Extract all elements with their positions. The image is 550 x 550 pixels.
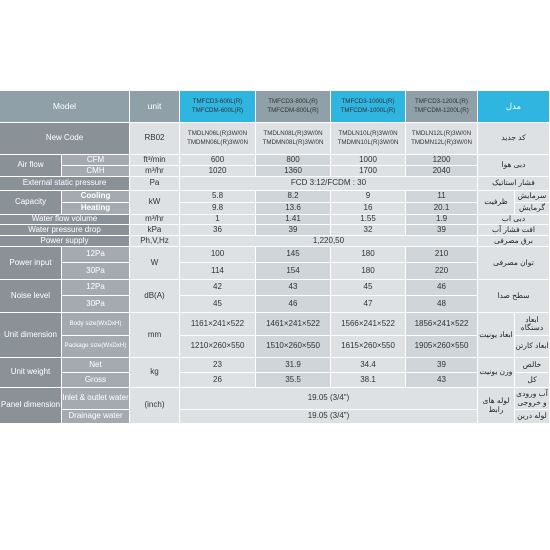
sub-noise-2: [62, 296, 130, 313]
water_drop-value-text: 39: [288, 225, 298, 234]
unit-power_supply-text: Ph,V,Hz: [140, 236, 169, 245]
airflow-value: [180, 155, 256, 166]
airflow-value-text: 1360: [284, 166, 302, 175]
header-model-name-line: TMFCDM-1200L(R): [414, 106, 469, 114]
water_flow-value-text: 1.55: [360, 215, 376, 224]
label-power_input-text: Power input: [9, 257, 52, 267]
fa-capacity-2: [515, 203, 550, 215]
unit-airflow-1: [130, 155, 180, 166]
fa-weight-1-text: خالص: [522, 359, 542, 369]
power_input-value: [406, 247, 478, 263]
dimension-value-text: 1510×260×550: [266, 341, 320, 351]
fa-dimension-main: [478, 313, 515, 358]
new-code-value-line: TMDLN10L(R)3W/0N: [338, 129, 398, 137]
unit-panel-text: (inch): [144, 400, 165, 410]
noise-value-text: 43: [288, 282, 298, 292]
noise-value-text: 42: [213, 282, 222, 292]
noise-value: [331, 280, 406, 296]
water_flow-value: [180, 215, 256, 225]
weight-value: [331, 358, 406, 373]
header-model-name-line: TMFCD3-600L(R): [192, 97, 243, 105]
header-fa-model-text: مدل: [505, 100, 522, 111]
label-water_drop: [0, 225, 130, 236]
label-weight: [0, 358, 62, 388]
capacity-value: [256, 191, 331, 203]
fa-power_supply-text: برق مصرفی: [493, 236, 534, 245]
airflow-value: [180, 166, 256, 177]
header-model-name-line: TMFCDM-1000L(R): [340, 106, 396, 114]
noise-value: [256, 280, 331, 296]
panel-value-2-text: 19.05 (3/4"): [307, 411, 350, 421]
label-new-code-text: New Code: [45, 133, 84, 143]
noise-value-text: 47: [363, 298, 373, 308]
water_drop-value-text: 32: [363, 225, 373, 234]
sub-weight-2-text: Gross: [84, 374, 107, 384]
power_input-value: [256, 247, 331, 263]
noise-value: [406, 296, 478, 313]
new-code-value-line: TMDMN08L(R)3W/0N: [262, 138, 324, 146]
label-dimension-text: Unit dimension: [4, 329, 57, 339]
sub-airflow-1-text: CFM: [86, 155, 105, 164]
weight-value-text: 34.4: [360, 359, 376, 369]
header-model-name-line: TMFCDM-600L(R): [191, 106, 244, 114]
sub-power_input-1: [62, 247, 130, 263]
capacity-value-text: 9: [365, 191, 371, 201]
noise-value-text: 46: [288, 298, 298, 308]
header-model-name-line: TMFCD3-1200L(R): [415, 97, 468, 105]
label-airflow: [0, 155, 62, 177]
fa-water_drop-text: افت فشار آب: [491, 225, 536, 234]
power_input-value: [256, 263, 331, 280]
dimension-value-text: 1161×241×522: [190, 318, 245, 328]
fa-water_drop: [478, 225, 550, 236]
fa-airflow: [478, 155, 550, 177]
new-code-value-line: TMDMN12L(R)3W/0N: [411, 138, 472, 146]
power_input-value: [406, 263, 478, 280]
weight-value: [256, 358, 331, 373]
header-model: [0, 91, 130, 123]
label-new-code: [0, 123, 130, 155]
label-power_supply-text: Power supply: [40, 236, 89, 245]
dimension-value: [180, 313, 256, 336]
label-power_input: [0, 247, 62, 280]
fa-panel-1-text: آب ورودی و خروجی: [516, 389, 548, 407]
spec-table: [0, 91, 550, 459]
unit-dimension-text: mm: [147, 329, 162, 339]
airflow-value-text: 1020: [208, 166, 227, 175]
new-code-value: [256, 123, 331, 155]
airflow-value-text: 1000: [359, 155, 377, 164]
label-dimension: [0, 313, 62, 358]
water_drop-value: [256, 225, 331, 236]
dimension-value: [406, 336, 478, 358]
noise-value-text: 45: [213, 298, 222, 308]
label-noise: [0, 280, 62, 313]
airflow-value: [256, 155, 331, 166]
fa-noise: [478, 280, 550, 313]
power_input-value-text: 154: [286, 265, 300, 275]
noise-value: [331, 296, 406, 313]
label-noise-text: Noise level: [10, 290, 51, 300]
weight-value-text: 39: [437, 359, 446, 369]
unit-water_drop-text: kPa: [147, 225, 162, 234]
capacity-value: [406, 191, 478, 203]
weight-value: [180, 373, 256, 388]
sub-panel-2-text: Drainage water: [68, 411, 123, 421]
fa-panel-2: [515, 410, 550, 424]
dimension-value: [180, 336, 256, 358]
unit-airflow-1-text: ft³/min: [143, 155, 166, 164]
new-code-value-line: TMDMN10L(R)3W/0N: [337, 138, 399, 146]
fa-new-code: [478, 123, 550, 155]
unit-water_drop: [130, 225, 180, 236]
unit-dimension: [130, 313, 180, 358]
unit-noise-text: dB(A): [144, 290, 165, 300]
fa-capacity-1-text: سرمایش: [517, 191, 547, 201]
fa-capacity-1: [515, 191, 550, 203]
sub-capacity-1: [62, 191, 130, 203]
power_input-value: [331, 263, 406, 280]
fa-dimension-2: [515, 336, 550, 358]
unit-water_flow: [130, 215, 180, 225]
new-code-value-line: TMDMN06L(R)3W/0N: [187, 138, 248, 146]
water_flow-value-text: 1: [215, 215, 220, 224]
fa-panel-main-text: لوله های رابط: [482, 396, 510, 414]
noise-value-text: 45: [363, 282, 373, 292]
sub-noise-1-text: 12Pa: [86, 282, 105, 292]
weight-value-text: 26: [213, 374, 222, 384]
airflow-value-text: 1700: [359, 166, 377, 175]
airflow-value-text: 600: [210, 155, 225, 164]
label-esp: [0, 177, 130, 191]
dimension-value: [331, 336, 406, 358]
water_drop-value: [331, 225, 406, 236]
header-model-name: [180, 91, 256, 123]
water_flow-value-text: 1.9: [435, 215, 448, 224]
sub-dimension-2: [62, 336, 130, 358]
power_input-value: [331, 247, 406, 263]
airflow-value: [406, 166, 478, 177]
fa-noise-text: سطح صدا: [497, 290, 530, 300]
header-model-name: [406, 91, 478, 123]
fa-capacity-main-text: ظرفیت: [484, 197, 508, 207]
new-code-value: [406, 123, 478, 155]
capacity-value-text: 8.2: [287, 191, 299, 201]
noise-value: [180, 280, 256, 296]
sub-weight-1: [62, 358, 130, 373]
power_input-value-text: 145: [286, 249, 300, 259]
label-capacity: [0, 191, 62, 215]
sub-capacity-2: [62, 203, 130, 215]
weight-value-text: 31.9: [285, 359, 301, 369]
unit-power_input: [130, 247, 180, 280]
fa-dimension-main-text: ابعاد یونیت: [479, 329, 513, 339]
fa-airflow-text: دبی هوا: [501, 160, 526, 170]
fa-weight-2: [515, 373, 550, 388]
noise-value: [180, 296, 256, 313]
unit-capacity: [130, 191, 180, 215]
sub-capacity-1-text: Cooling: [80, 191, 111, 201]
unit-panel: [130, 388, 180, 424]
airflow-value: [331, 155, 406, 166]
unit-new-code-text: RB02: [144, 133, 165, 143]
unit-capacity-text: kW: [148, 197, 161, 207]
capacity-value-text: 13.6: [285, 203, 301, 213]
unit-esp: [130, 177, 180, 191]
label-panel-text: Panel dimension: [0, 400, 61, 410]
label-water_flow-text: Water flow volume: [31, 215, 98, 224]
sub-noise-2-text: 30Pa: [86, 298, 105, 308]
fa-weight-1: [515, 358, 550, 373]
fa-dimension-2-text: ابعاد کارتن: [515, 341, 549, 351]
fa-capacity-2-text: گرمایش: [519, 203, 545, 213]
fa-water_flow-text: دبی آب: [501, 215, 526, 224]
dimension-value-text: 1905×260×550: [414, 341, 469, 351]
sub-airflow-1: [62, 155, 130, 166]
sub-dimension-2-text: Package size(WxDxH): [64, 342, 127, 350]
airflow-value-text: 2040: [432, 166, 451, 175]
sub-airflow-2: [62, 166, 130, 177]
header-model-name: [256, 91, 331, 123]
water_flow-value: [331, 215, 406, 225]
label-water_flow: [0, 215, 130, 225]
dimension-value: [256, 336, 331, 358]
water_drop-value: [406, 225, 478, 236]
capacity-value-text: 20.1: [433, 203, 450, 213]
sub-weight-1-text: Net: [89, 359, 102, 369]
sub-panel-2: [62, 410, 130, 424]
sub-airflow-2-text: CMH: [86, 166, 105, 175]
unit-weight: [130, 358, 180, 388]
dimension-value-text: 1461×241×522: [266, 318, 320, 328]
weight-value: [406, 373, 478, 388]
sub-noise-1: [62, 280, 130, 296]
fa-panel-1: [515, 388, 550, 410]
fa-esp: [478, 177, 550, 191]
label-esp-text: External static pressure: [22, 178, 107, 188]
header-model-name: [331, 91, 406, 123]
header-model-text: Model: [52, 100, 77, 111]
capacity-value-text: 9.8: [211, 203, 224, 213]
panel-value-2: [180, 410, 478, 424]
unit-water_flow-text: m³/hr: [145, 215, 164, 224]
new-code-value-line: TMDLN12L(R)3W/0N: [411, 129, 472, 137]
unit-power_supply: [130, 236, 180, 247]
weight-value: [406, 358, 478, 373]
airflow-value: [331, 166, 406, 177]
fa-weight-main: [478, 358, 515, 388]
capacity-value-text: 11: [437, 191, 446, 201]
capacity-value: [406, 203, 478, 215]
new-code-value-line: TMDLN08L(R)3W/0N: [263, 129, 323, 137]
header-model-name-line: TMFCD3-800L(R): [268, 97, 318, 105]
weight-value: [180, 358, 256, 373]
power_supply-value: [180, 236, 478, 247]
dimension-value-text: 1615×260×550: [341, 341, 395, 351]
capacity-value-text: 5.8: [211, 191, 224, 201]
sub-weight-2: [62, 373, 130, 388]
label-panel: [0, 388, 62, 424]
noise-value: [256, 296, 331, 313]
sub-dimension-1: [62, 313, 130, 336]
dimension-value-text: 1566×241×522: [341, 318, 395, 328]
sub-panel-1-text: Inlet & outlet water: [62, 393, 129, 403]
power_input-value-text: 180: [361, 249, 375, 259]
fa-weight-2-text: کل: [527, 374, 537, 384]
esp-value-text: FCD 3:12/FCDM : 30: [290, 178, 367, 188]
dimension-value: [331, 313, 406, 336]
water_flow-value: [256, 215, 331, 225]
power_input-value: [180, 263, 256, 280]
fa-dimension-1: [515, 313, 550, 336]
fa-capacity-main: [478, 191, 515, 215]
power_supply-value-text: 1,220,50: [312, 236, 345, 245]
water_drop-value-text: 39: [437, 225, 446, 234]
weight-value: [331, 373, 406, 388]
header-model-name-line: TMFCDM-800L(R): [267, 106, 319, 114]
label-airflow-text: Air flow: [17, 160, 44, 170]
fa-weight-main-text: وزن یونیت: [479, 367, 513, 377]
fa-panel-2-text: لوله درین: [517, 411, 547, 421]
fa-new-code-text: کد جدید: [501, 133, 526, 143]
water_flow-value: [406, 215, 478, 225]
water_flow-value-text: 1.41: [285, 215, 301, 224]
power_input-value-text: 114: [211, 265, 224, 275]
capacity-value: [331, 191, 406, 203]
weight-value: [256, 373, 331, 388]
weight-value-text: 35.5: [285, 374, 301, 384]
airflow-value: [406, 155, 478, 166]
weight-value-text: 43: [437, 374, 446, 384]
noise-value-text: 48: [437, 298, 446, 308]
dimension-value: [256, 313, 331, 336]
sub-power_input-2-text: 30Pa: [86, 265, 105, 275]
sub-dimension-1-text: Body size(WxDxH): [69, 319, 122, 327]
dimension-value-text: 1856×241×522: [414, 318, 469, 328]
fa-power_input: [478, 247, 550, 280]
unit-noise: [130, 280, 180, 313]
sub-panel-1: [62, 388, 130, 410]
capacity-value: [180, 203, 256, 215]
power_input-value-text: 210: [434, 249, 449, 259]
header-unit-text: unit: [147, 100, 162, 111]
unit-power_input-text: W: [150, 257, 159, 267]
label-capacity-text: Capacity: [14, 197, 47, 207]
noise-value-text: 46: [437, 282, 446, 292]
weight-value-text: 38.1: [360, 374, 376, 384]
capacity-value: [180, 191, 256, 203]
power_input-value-text: 180: [361, 265, 375, 275]
sub-capacity-2-text: Heating: [80, 203, 111, 213]
label-weight-text: Unit weight: [10, 367, 51, 377]
esp-value: [180, 177, 478, 191]
header-fa-model: [478, 91, 550, 123]
dimension-value-text: 1210×260×550: [190, 341, 245, 351]
panel-value-1-text: 19.05 (3/4"): [307, 393, 350, 403]
fa-water_flow: [478, 215, 550, 225]
fa-dimension-1-text: ابعاد دستگاه: [520, 314, 544, 332]
power_input-value-text: 220: [434, 265, 449, 275]
fa-esp-text: فشار استاتیک: [492, 178, 535, 188]
noise-value: [406, 280, 478, 296]
airflow-value-text: 800: [286, 155, 300, 164]
unit-esp-text: Pa: [149, 178, 160, 188]
header-model-name-line: TMFCD3-1000L(R): [341, 97, 395, 105]
capacity-value: [256, 203, 331, 215]
panel-value-1: [180, 388, 478, 410]
unit-weight-text: kg: [150, 367, 159, 377]
header-unit: [130, 91, 180, 123]
label-power_supply: [0, 236, 130, 247]
fa-power_input-text: توان مصرفی: [493, 257, 534, 267]
new-code-value-line: TMDLN06L(R)3W/0N: [187, 129, 248, 137]
sub-power_input-2: [62, 263, 130, 280]
weight-value-text: 23: [213, 359, 222, 369]
unit-airflow-2-text: m³/hr: [145, 166, 164, 175]
capacity-value: [331, 203, 406, 215]
new-code-value: [180, 123, 256, 155]
water_drop-value: [180, 225, 256, 236]
fa-power_supply: [478, 236, 550, 247]
water_drop-value-text: 36: [213, 225, 222, 234]
capacity-value-text: 16: [363, 203, 373, 213]
power_input-value-text: 100: [210, 249, 225, 259]
unit-airflow-2: [130, 166, 180, 177]
dimension-value: [406, 313, 478, 336]
unit-new-code: [130, 123, 180, 155]
power_input-value: [180, 247, 256, 263]
airflow-value: [256, 166, 331, 177]
new-code-value: [331, 123, 406, 155]
sub-power_input-1-text: 12Pa: [86, 249, 105, 259]
fa-panel-main: [478, 388, 515, 424]
airflow-value-text: 1200: [432, 155, 451, 164]
label-water_drop-text: Water pressure drop: [28, 225, 101, 234]
